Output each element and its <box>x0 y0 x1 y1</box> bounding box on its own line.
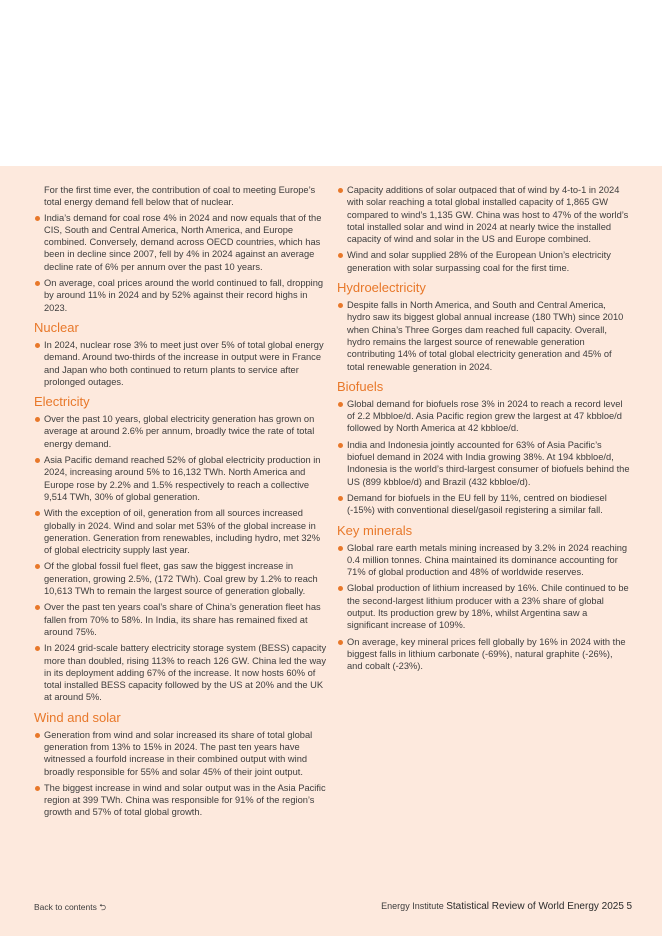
section-heading-nuclear: Nuclear <box>34 319 79 335</box>
biofuels-list <box>337 398 630 517</box>
return-arrow-icon: ⮌ <box>99 902 107 912</box>
list-item: Over the past 10 years, global electricity generation has grown on average at around 2.6% per annum, broadly twice the rate of total energy demand. <box>34 413 328 450</box>
list-item: Asia Pacific demand reached 52% of global electricity production in 2024, increasing around 5% to 16,132 TWh. North America and Europe rose by 2.2% and 1.5% respectively to reach a collective 9,514 TWh, 30% of global generation. <box>34 454 328 503</box>
section-heading-biofuels: Biofuels <box>337 378 384 394</box>
intro-paragraph: For the first time ever, the contribution of coal to meeting Europe’s total energy demand fell below that of nuclear. <box>44 185 316 208</box>
section-heading-wind-solar: Wind and solar <box>34 709 121 725</box>
list-item: The biggest increase in wind and solar output was in the Asia Pacific region at 399 TWh. China was responsible for 91% of the region’s growth and 57% of total global growth. <box>34 782 328 819</box>
list-item: Wind and solar supplied 28% of the European Union’s electricity generation with solar surpassing coal for the first time. <box>337 249 630 274</box>
section-heading-key-minerals: Key minerals <box>337 522 413 538</box>
electricity-list <box>34 413 328 704</box>
key-minerals-list <box>337 542 630 673</box>
right-column <box>337 184 630 677</box>
coal-list <box>34 212 328 314</box>
list-item: Despite falls in North America, and South and Central America, hydro saw its biggest global annual increase (180 TWh) since 2010 when China’s Three Gorges dam reached full capacity. Overall, hydro remains the largest source of renewable generation contributing 14% of total global electricity generation and 45% of total renewable generation in 2024. <box>337 299 630 373</box>
hydro-list <box>337 299 630 373</box>
page-footer <box>381 901 632 912</box>
back-to-contents-label: Back to contents <box>34 902 97 912</box>
list-item: With the exception of oil, generation from all sources increased globally in 2024. Wind and solar met 53% of the global increase in generation. Generation from renewables, including hydro, met 32% of global electricity supply last year. <box>34 507 328 556</box>
section-heading-electricity: Electricity <box>34 394 90 410</box>
list-item: Demand for biofuels in the EU fell by 11%, centred on biodiesel (-15%) with conventional diesel/gasoil registering a similar fall. <box>337 492 630 517</box>
publication-title: Statistical Review of World Energy 2025 <box>446 901 624 912</box>
list-item: Global rare earth metals mining increased by 3.2% in 2024 reaching 0.4 million tonnes. China maintained its dominance accounting for 71% of global production and 48% of worldwide reserves. <box>337 542 630 579</box>
section-heading-hydro: Hydroelectricity <box>337 280 426 296</box>
list-item: Generation from wind and solar increased its share of total global generation from 13% to 15% in 2024. The past ten years have witnessed a fourfold increase in their combined output with wind broadly responsible for 55% and solar 45% of their joint output. <box>34 729 328 778</box>
page-number: 5 <box>626 901 632 912</box>
list-item: Capacity additions of solar outpaced that of wind by 4-to-1 in 2024 with solar reaching a total global installed capacity of 1,865 GW compared to wind’s 1,135 GW. China was host to 47% of the world’s total installed solar and wind in 2024 at nearly twice the installed capacity of wind and solar in the US and Europe combined. <box>337 184 630 245</box>
list-item: On average, coal prices around the world continued to fall, dropping by around 11% in 2024 and by 52% against their record highs in 2023. <box>34 277 328 314</box>
list-item: Of the global fossil fuel fleet, gas saw the biggest increase in generation, growing 2.5%, (172 TWh). Coal grew by 1.2% to reach 10,613 TWh to remain the largest source of generation globally. <box>34 560 328 597</box>
wind-solar-list-continued <box>337 184 630 274</box>
list-item: In 2024 grid-scale battery electricity storage system (BESS) capacity more than doubled, rising 113% to reach 126 GW. China led the way in its deployment adding 67% of the increase. It now hosts 60% of total installed BESS capacity followed by the US at 20% and the UK at around 5%. <box>34 642 328 703</box>
list-item: On average, key mineral prices fell globally by 16% in 2024 with the biggest falls in lithium carbonate (-69%), natural graphite (-26%), and cobalt (-23%). <box>337 636 630 673</box>
back-to-contents-link[interactable] <box>34 902 106 916</box>
list-item: Over the past ten years coal’s share of China’s generation fleet has fallen from 70% to 58%. In India, its share has remained fixed at around 75%. <box>34 601 328 638</box>
list-item: Global demand for biofuels rose 3% in 2024 to reach a record level of 2.2 Mbbloe/d. Asia Pacific region grew the largest at 47 kbbloe/d followed by North America at 42 kbbloe/d. <box>337 398 630 435</box>
list-item: Global production of lithium increased by 16%. Chile continued to be the second-largest lithium producer with a 23% share of global output. Its production grew by 18%, whilst Argentina saw a significant increase of 109%. <box>337 582 630 631</box>
wind-solar-list <box>34 729 328 819</box>
list-item: India and Indonesia jointly accounted for 63% of Asia Pacific’s biofuel demand in 2024 with India growing 38%. At 194 kbbloe/d, Indonesia is the world’s third-largest consumer of biofuels behind the US (899 kbbloe/d) and Brazil (432 kbbloe/d). <box>337 439 630 488</box>
list-item: India’s demand for coal rose 4% in 2024 and now equals that of the CIS, South and Central America, North America, and Europe combined. Conversely, demand across OECD countries, which has been in decline since 2007, fell by 4% in 2024 against an average decline rate of 6% per annum over the past 10 years. <box>34 212 328 273</box>
institute-name: Energy Institute <box>381 901 444 911</box>
left-column <box>34 184 328 823</box>
nuclear-list <box>34 339 328 388</box>
list-item: In 2024, nuclear rose 3% to meet just over 5% of total global energy demand. Around two-thirds of the increase in output were in France and Japan who both continued to return plants to service after prolonged outages. <box>34 339 328 388</box>
